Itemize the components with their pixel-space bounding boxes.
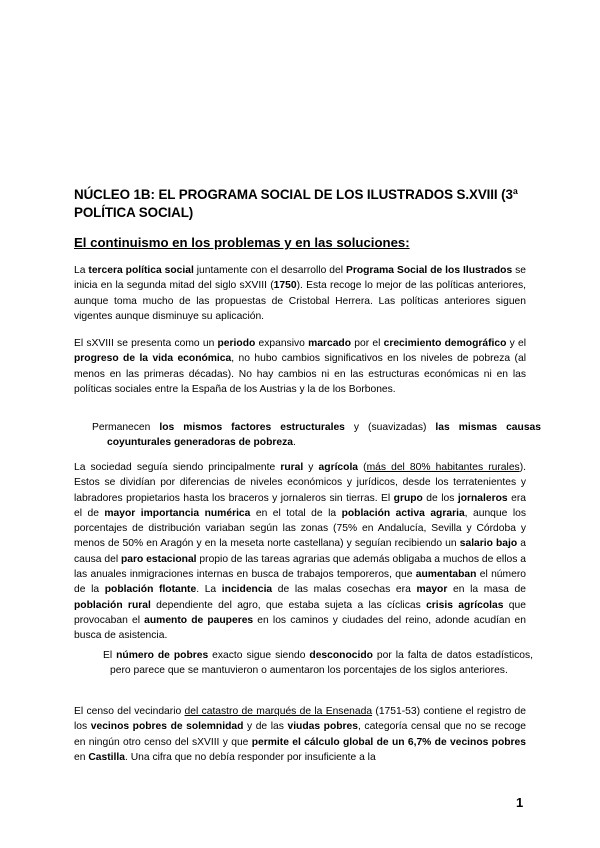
paragraph-6: El censo del vecindario del catastro de marqués de la Ensenada (1751-53) contiene el registro de los vecinos pobres de solemnidad y de las viudas pobres, categoría censal que no se recoge en ningún otro censo del sXVIII y que permite el cálculo global de un 6,7% de vecinos pobres en Castilla. Una cifra que no debía responder por insuficiente a la [74, 706, 527, 763]
document-title: NÚCLEO 1B: EL PROGRAMA SOCIAL DE LOS ILUSTRADOS S.XVIII (3ª POLÍTICA SOCIAL) [74, 187, 518, 220]
paragraph-3: Permanecen los mismos factores estructurales y (suavizadas) las mismas causas coyunturales generadoras de pobreza. [92, 422, 542, 449]
page-number: 1 [516, 795, 524, 810]
paragraph-5: El número de pobres exacto sigue siendo desconocido por la falta de datos estadísticos, pero parece que se mantuvieron o aumentaron los porcentajes de los siglos anteriores. [103, 650, 533, 677]
section-subtitle: El continuismo en los problemas y en las soluciones: [74, 235, 410, 250]
paragraph-2: El sXVIII se presenta como un periodo expansivo marcado por el crecimiento demográfico y el progreso de la vida económica, no hubo cambios significativos en los niveles de pobreza (al menos en las primeras décadas). No hay cambios ni en las estructuras económicas ni en las políticas sociales entre la España de los Austrias y la de los Borbones. [74, 338, 527, 395]
paragraph-1: La tercera política social juntamente con el desarrollo del Programa Social de los Ilustrados se inicia en la segunda mitad del siglo sXVIII (1750). Esta recoge lo mejor de las políticas anteriores, aunque toma mucho de las propuestas de Cristobal Herrera. Las políticas anteriores siguen vigentes aunque disminuye su aplicación. [74, 265, 526, 322]
paragraph-4: La sociedad seguía siendo principalmente rural y agrícola (más del 80% habitantes rurales). Estos se dividían por diferencias de niveles económicos y jurídicos, desde los terratenientes y labradores propietarios hasta los braceros y jornaleros sin tierras. El grupo de los jornaleros era el de mayor importancia numérica en el total de la población activa agraria, aunque los porcentajes de distribución variaban según las zonas (75% en Andalucía, Sevilla y Córdoba y menos de 50% en Aragón y en la meseta norte castellana) y seguían recibiendo un salario bajo a causa del paro estacional propio de las tareas agrarias que además obligaba a muchos de ellos a las anuales inmigraciones internas en busca de trabajos temporeros, que aumentaban el número de la población flotante. La incidencia de las malas cosechas era mayor en la masa de población rural dependiente del agro, que estaba sujeta a las cíclicas crisis agrícolas que provocaban el aumento de pauperes en los caminos y ciudades del reino, adonde acudían en busca de asistencia. [74, 462, 526, 642]
